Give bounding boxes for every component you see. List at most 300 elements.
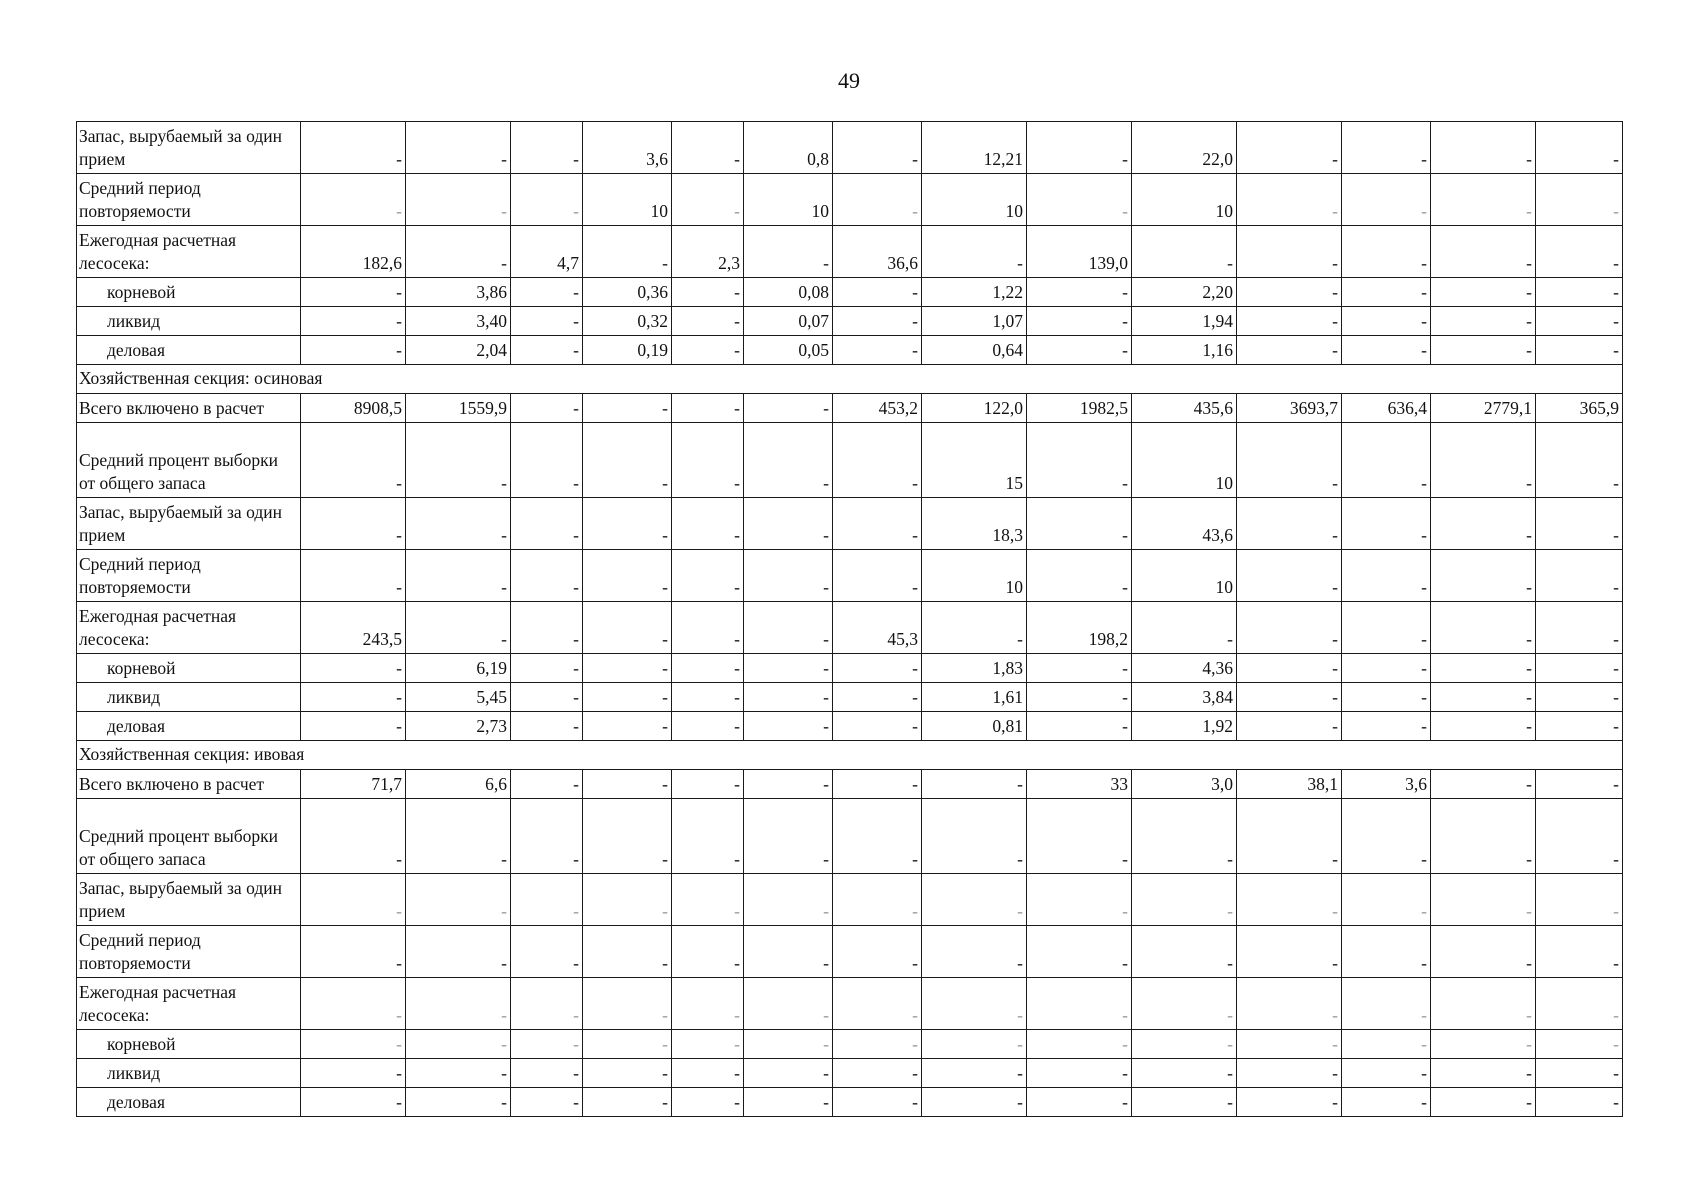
table-cell: - xyxy=(301,978,406,1030)
table-cell: 10 xyxy=(922,174,1027,226)
row-label: деловая xyxy=(77,1088,301,1117)
table-cell: - xyxy=(1536,602,1623,654)
table-cell: - xyxy=(672,423,744,498)
table-cell: - xyxy=(744,423,833,498)
table-row xyxy=(77,550,1623,602)
row-label: ликвид xyxy=(77,683,301,712)
table-cell: - xyxy=(511,712,583,741)
table-cell: 3,0 xyxy=(1132,770,1237,799)
table-cell: 33 xyxy=(1027,770,1132,799)
table-row xyxy=(77,278,1623,307)
table-cell: - xyxy=(672,712,744,741)
table-cell: - xyxy=(406,1088,511,1117)
table-cell: - xyxy=(833,799,922,874)
table-cell: - xyxy=(583,423,672,498)
table-cell: - xyxy=(583,654,672,683)
table-cell: - xyxy=(833,498,922,550)
table-cell: - xyxy=(922,226,1027,278)
section-title: Хозяйственная секция: ивовая xyxy=(77,741,1623,770)
row-label: Запас, вырубаемый за один прием xyxy=(77,874,301,926)
table-cell: - xyxy=(672,394,744,423)
table-cell: 2779,1 xyxy=(1431,394,1536,423)
row-label: Запас, вырубаемый за один прием xyxy=(77,498,301,550)
table-cell: - xyxy=(922,799,1027,874)
table-cell: - xyxy=(833,307,922,336)
table-row xyxy=(77,122,1623,174)
table-cell: - xyxy=(1536,874,1623,926)
section-header-row xyxy=(77,365,1623,394)
table-cell: - xyxy=(1237,1030,1342,1059)
table-cell: - xyxy=(833,926,922,978)
table-cell: - xyxy=(1237,122,1342,174)
table-cell: - xyxy=(1431,683,1536,712)
table-cell: - xyxy=(1536,498,1623,550)
table-cell: 1,61 xyxy=(922,683,1027,712)
table-cell: - xyxy=(583,926,672,978)
row-label: Всего включено в расчет xyxy=(77,770,301,799)
table-cell: - xyxy=(301,1088,406,1117)
table-cell: - xyxy=(833,278,922,307)
table-cell: - xyxy=(511,498,583,550)
table-cell: - xyxy=(301,307,406,336)
table-cell: - xyxy=(1132,874,1237,926)
table-cell: - xyxy=(1027,122,1132,174)
table-cell: - xyxy=(1237,926,1342,978)
table-cell: 0,07 xyxy=(744,307,833,336)
table-cell: - xyxy=(406,423,511,498)
table-cell: - xyxy=(301,1059,406,1088)
table-cell: - xyxy=(583,874,672,926)
table-cell: - xyxy=(833,1088,922,1117)
table-cell: - xyxy=(1536,550,1623,602)
table-cell: - xyxy=(301,122,406,174)
table-cell: 182,6 xyxy=(301,226,406,278)
table-cell: - xyxy=(1132,602,1237,654)
row-label: Ежегодная расчетная лесосека: xyxy=(77,978,301,1030)
table-cell: - xyxy=(1027,926,1132,978)
table-cell: - xyxy=(406,926,511,978)
section-header-row xyxy=(77,741,1623,770)
table-cell: - xyxy=(833,336,922,365)
table-cell: 10 xyxy=(1132,550,1237,602)
table-cell: - xyxy=(1027,423,1132,498)
table-cell: - xyxy=(1342,874,1431,926)
table-cell: - xyxy=(1342,926,1431,978)
table-cell: - xyxy=(672,1030,744,1059)
table-cell: 22,0 xyxy=(1132,122,1237,174)
table-cell: 15 xyxy=(922,423,1027,498)
table-cell: - xyxy=(1431,307,1536,336)
table-cell: - xyxy=(744,683,833,712)
table-cell: - xyxy=(1431,278,1536,307)
table-cell: - xyxy=(922,926,1027,978)
table-row xyxy=(77,799,1623,874)
table-cell: 453,2 xyxy=(833,394,922,423)
forest-yield-table xyxy=(76,121,1623,1117)
table-cell: - xyxy=(406,122,511,174)
table-cell: - xyxy=(672,550,744,602)
table-cell: - xyxy=(1342,1059,1431,1088)
table-cell: - xyxy=(1132,1030,1237,1059)
table-cell: - xyxy=(922,1030,1027,1059)
table-cell: - xyxy=(672,1088,744,1117)
table-row xyxy=(77,978,1623,1030)
table-cell: 2,20 xyxy=(1132,278,1237,307)
table-cell: - xyxy=(583,602,672,654)
table-cell: - xyxy=(1027,498,1132,550)
table-cell: - xyxy=(1027,336,1132,365)
table-cell: - xyxy=(833,874,922,926)
table-cell: - xyxy=(1342,336,1431,365)
table-cell: 6,6 xyxy=(406,770,511,799)
table-cell: - xyxy=(1342,799,1431,874)
table-cell: - xyxy=(511,278,583,307)
table-cell: - xyxy=(833,770,922,799)
table-cell: - xyxy=(511,1030,583,1059)
table-cell: - xyxy=(583,394,672,423)
table-cell: - xyxy=(583,1030,672,1059)
table-row xyxy=(77,683,1623,712)
table-cell: 1,16 xyxy=(1132,336,1237,365)
table-cell: - xyxy=(1027,1059,1132,1088)
table-cell: - xyxy=(1027,683,1132,712)
table-cell: 1,07 xyxy=(922,307,1027,336)
table-cell: - xyxy=(1132,799,1237,874)
table-cell: - xyxy=(1431,498,1536,550)
table-cell: - xyxy=(1027,978,1132,1030)
table-cell: - xyxy=(1536,978,1623,1030)
table-body xyxy=(77,122,1623,1117)
table-cell: - xyxy=(672,770,744,799)
table-cell: - xyxy=(511,174,583,226)
table-cell: - xyxy=(833,1030,922,1059)
table-cell: - xyxy=(406,978,511,1030)
table-cell: - xyxy=(744,1030,833,1059)
table-cell: - xyxy=(1132,1059,1237,1088)
table-cell: 10 xyxy=(922,550,1027,602)
table-cell: - xyxy=(1027,654,1132,683)
table-cell: 0,05 xyxy=(744,336,833,365)
table-cell: - xyxy=(744,394,833,423)
table-cell: - xyxy=(1431,602,1536,654)
table-cell: - xyxy=(583,1059,672,1088)
table-row xyxy=(77,1030,1623,1059)
table-cell: - xyxy=(1237,683,1342,712)
table-cell: - xyxy=(1342,602,1431,654)
table-cell: - xyxy=(744,712,833,741)
table-cell: - xyxy=(672,498,744,550)
table-cell: 36,6 xyxy=(833,226,922,278)
table-cell: - xyxy=(406,1030,511,1059)
row-label: корневой xyxy=(77,278,301,307)
table-cell: - xyxy=(301,1030,406,1059)
row-label: Средний период повторяемости xyxy=(77,550,301,602)
table-cell: 1982,5 xyxy=(1027,394,1132,423)
table-cell: - xyxy=(583,770,672,799)
table-row xyxy=(77,712,1623,741)
table-cell: - xyxy=(672,683,744,712)
table-cell: - xyxy=(1431,654,1536,683)
table-cell: - xyxy=(511,602,583,654)
table-cell: - xyxy=(1342,1088,1431,1117)
table-cell: - xyxy=(1431,799,1536,874)
row-label: Ежегодная расчетная лесосека: xyxy=(77,226,301,278)
table-cell: - xyxy=(1027,307,1132,336)
table-cell: - xyxy=(1342,226,1431,278)
table-cell: - xyxy=(1431,712,1536,741)
table-cell: 0,32 xyxy=(583,307,672,336)
table-cell: - xyxy=(301,278,406,307)
table-cell: - xyxy=(406,226,511,278)
table-cell: 139,0 xyxy=(1027,226,1132,278)
table-cell: - xyxy=(406,799,511,874)
table-cell: 0,8 xyxy=(744,122,833,174)
table-cell: - xyxy=(1027,278,1132,307)
table-cell: - xyxy=(672,799,744,874)
table-cell: 38,1 xyxy=(1237,770,1342,799)
table-cell: - xyxy=(744,1059,833,1088)
row-label: Ежегодная расчетная лесосека: xyxy=(77,602,301,654)
table-cell: 1559,9 xyxy=(406,394,511,423)
table-cell: - xyxy=(833,712,922,741)
table-cell: - xyxy=(1431,874,1536,926)
row-label: Всего включено в расчет xyxy=(77,394,301,423)
table-cell: - xyxy=(833,174,922,226)
table-cell: - xyxy=(406,602,511,654)
table-cell: 43,6 xyxy=(1132,498,1237,550)
table-cell: - xyxy=(1027,550,1132,602)
table-cell: - xyxy=(1132,226,1237,278)
table-cell: - xyxy=(1536,654,1623,683)
table-row xyxy=(77,394,1623,423)
table-cell: - xyxy=(1237,550,1342,602)
table-cell: - xyxy=(1237,336,1342,365)
table-cell: 122,0 xyxy=(922,394,1027,423)
table-cell: - xyxy=(301,799,406,874)
table-cell: 10 xyxy=(744,174,833,226)
table-cell: - xyxy=(1237,1059,1342,1088)
table-cell: - xyxy=(1536,336,1623,365)
table-cell: - xyxy=(833,654,922,683)
table-cell: 0,81 xyxy=(922,712,1027,741)
table-cell: - xyxy=(301,712,406,741)
table-cell: 71,7 xyxy=(301,770,406,799)
table-cell: 1,94 xyxy=(1132,307,1237,336)
table-cell: - xyxy=(1237,602,1342,654)
table-cell: - xyxy=(672,307,744,336)
row-label: деловая xyxy=(77,336,301,365)
table-cell: 4,36 xyxy=(1132,654,1237,683)
table-cell: - xyxy=(301,683,406,712)
table-cell: - xyxy=(833,1059,922,1088)
table-cell: 10 xyxy=(1132,174,1237,226)
table-cell: - xyxy=(672,654,744,683)
table-row xyxy=(77,874,1623,926)
table-cell: - xyxy=(1536,122,1623,174)
table-cell: - xyxy=(1132,926,1237,978)
table-cell: - xyxy=(922,770,1027,799)
table-cell: - xyxy=(1342,550,1431,602)
table-cell: - xyxy=(672,978,744,1030)
table-cell: 636,4 xyxy=(1342,394,1431,423)
table-cell: - xyxy=(511,1088,583,1117)
table-cell: - xyxy=(672,1059,744,1088)
row-label: Средний период повторяемости xyxy=(77,926,301,978)
table-cell: - xyxy=(833,978,922,1030)
table-cell: - xyxy=(1342,423,1431,498)
table-cell: - xyxy=(744,799,833,874)
table-cell: - xyxy=(744,770,833,799)
table-cell: - xyxy=(301,174,406,226)
table-cell: - xyxy=(1237,498,1342,550)
table-row xyxy=(77,423,1623,498)
table-row xyxy=(77,498,1623,550)
table-cell: - xyxy=(833,423,922,498)
table-cell: - xyxy=(1237,978,1342,1030)
table-cell: - xyxy=(1536,174,1623,226)
table-cell: - xyxy=(1237,799,1342,874)
table-cell: - xyxy=(1431,423,1536,498)
table-cell: - xyxy=(922,602,1027,654)
table-cell: - xyxy=(1536,307,1623,336)
table-cell: - xyxy=(406,498,511,550)
table-cell: - xyxy=(511,874,583,926)
table-cell: 2,73 xyxy=(406,712,511,741)
table-cell: 2,04 xyxy=(406,336,511,365)
table-cell: - xyxy=(583,550,672,602)
table-cell: - xyxy=(1536,1030,1623,1059)
table-cell: 18,3 xyxy=(922,498,1027,550)
table-row xyxy=(77,226,1623,278)
table-cell: - xyxy=(744,1088,833,1117)
table-cell: 6,19 xyxy=(406,654,511,683)
table-row xyxy=(77,307,1623,336)
table-row xyxy=(77,1088,1623,1117)
table-cell: 0,19 xyxy=(583,336,672,365)
table-cell: - xyxy=(583,683,672,712)
table-cell: - xyxy=(1431,336,1536,365)
table-cell: - xyxy=(744,550,833,602)
table-cell: - xyxy=(1237,874,1342,926)
table-cell: - xyxy=(583,978,672,1030)
table-cell: - xyxy=(1536,226,1623,278)
table-row xyxy=(77,926,1623,978)
table-cell: - xyxy=(672,874,744,926)
table-cell: 243,5 xyxy=(301,602,406,654)
table-cell: 3,6 xyxy=(1342,770,1431,799)
table-cell: - xyxy=(1237,307,1342,336)
table-cell: - xyxy=(511,550,583,602)
table-cell: - xyxy=(922,1059,1027,1088)
table-cell: 198,2 xyxy=(1027,602,1132,654)
row-label: Средний процент выборки от общего запаса xyxy=(77,423,301,498)
table-cell: 3,40 xyxy=(406,307,511,336)
table-cell: - xyxy=(1342,122,1431,174)
table-cell: 4,7 xyxy=(511,226,583,278)
table-cell: - xyxy=(511,394,583,423)
table-cell: - xyxy=(511,799,583,874)
table-cell: - xyxy=(1237,226,1342,278)
row-label: Средний период повторяемости xyxy=(77,174,301,226)
table-cell: - xyxy=(1342,278,1431,307)
table-cell: - xyxy=(301,926,406,978)
table-cell: - xyxy=(583,498,672,550)
table-cell: - xyxy=(301,874,406,926)
table-cell: - xyxy=(744,226,833,278)
table-cell: - xyxy=(1027,874,1132,926)
table-cell: - xyxy=(1431,226,1536,278)
table-cell: - xyxy=(1536,683,1623,712)
table-cell: - xyxy=(1431,122,1536,174)
table-cell: - xyxy=(1132,978,1237,1030)
row-label: ликвид xyxy=(77,307,301,336)
table-cell: - xyxy=(1237,174,1342,226)
table-cell: - xyxy=(583,799,672,874)
table-cell: - xyxy=(511,1059,583,1088)
row-label: деловая xyxy=(77,712,301,741)
table-cell: - xyxy=(1132,1088,1237,1117)
table-cell: - xyxy=(511,926,583,978)
table-cell: - xyxy=(1342,174,1431,226)
table-cell: 0,36 xyxy=(583,278,672,307)
table-cell: - xyxy=(833,683,922,712)
table-cell: - xyxy=(672,602,744,654)
table-cell: - xyxy=(1027,1030,1132,1059)
table-cell: - xyxy=(1027,799,1132,874)
table-cell: - xyxy=(511,654,583,683)
table-cell: - xyxy=(1431,1088,1536,1117)
table-cell: - xyxy=(1342,683,1431,712)
table-cell: - xyxy=(1536,1088,1623,1117)
table-cell: - xyxy=(406,550,511,602)
table-cell: - xyxy=(1027,1088,1132,1117)
table-cell: - xyxy=(922,1088,1027,1117)
table-row xyxy=(77,770,1623,799)
table-cell: - xyxy=(511,978,583,1030)
table-cell: 365,9 xyxy=(1536,394,1623,423)
table-cell: - xyxy=(744,978,833,1030)
table-cell: - xyxy=(511,336,583,365)
table-cell: - xyxy=(1342,712,1431,741)
row-label: Средний процент выборки от общего запаса xyxy=(77,799,301,874)
table-cell: - xyxy=(1342,498,1431,550)
table-cell: 1,22 xyxy=(922,278,1027,307)
table-cell: - xyxy=(511,683,583,712)
table-cell: 0,64 xyxy=(922,336,1027,365)
table-cell: - xyxy=(744,926,833,978)
table-cell: - xyxy=(1536,423,1623,498)
table-cell: - xyxy=(1431,770,1536,799)
table-cell: 435,6 xyxy=(1132,394,1237,423)
table-cell: 5,45 xyxy=(406,683,511,712)
table-cell: 10 xyxy=(583,174,672,226)
table-row xyxy=(77,602,1623,654)
table-cell: - xyxy=(301,423,406,498)
row-label: ликвид xyxy=(77,1059,301,1088)
table-cell: - xyxy=(1431,1059,1536,1088)
table-cell: 10 xyxy=(1132,423,1237,498)
table-row xyxy=(77,336,1623,365)
table-cell: - xyxy=(1536,770,1623,799)
table-cell: - xyxy=(1536,278,1623,307)
table-cell: - xyxy=(1342,1030,1431,1059)
table-cell: - xyxy=(1431,978,1536,1030)
table-cell: - xyxy=(301,336,406,365)
table-cell: 3,86 xyxy=(406,278,511,307)
table-cell: 45,3 xyxy=(833,602,922,654)
table-cell: - xyxy=(1237,278,1342,307)
table-cell: 2,3 xyxy=(672,226,744,278)
